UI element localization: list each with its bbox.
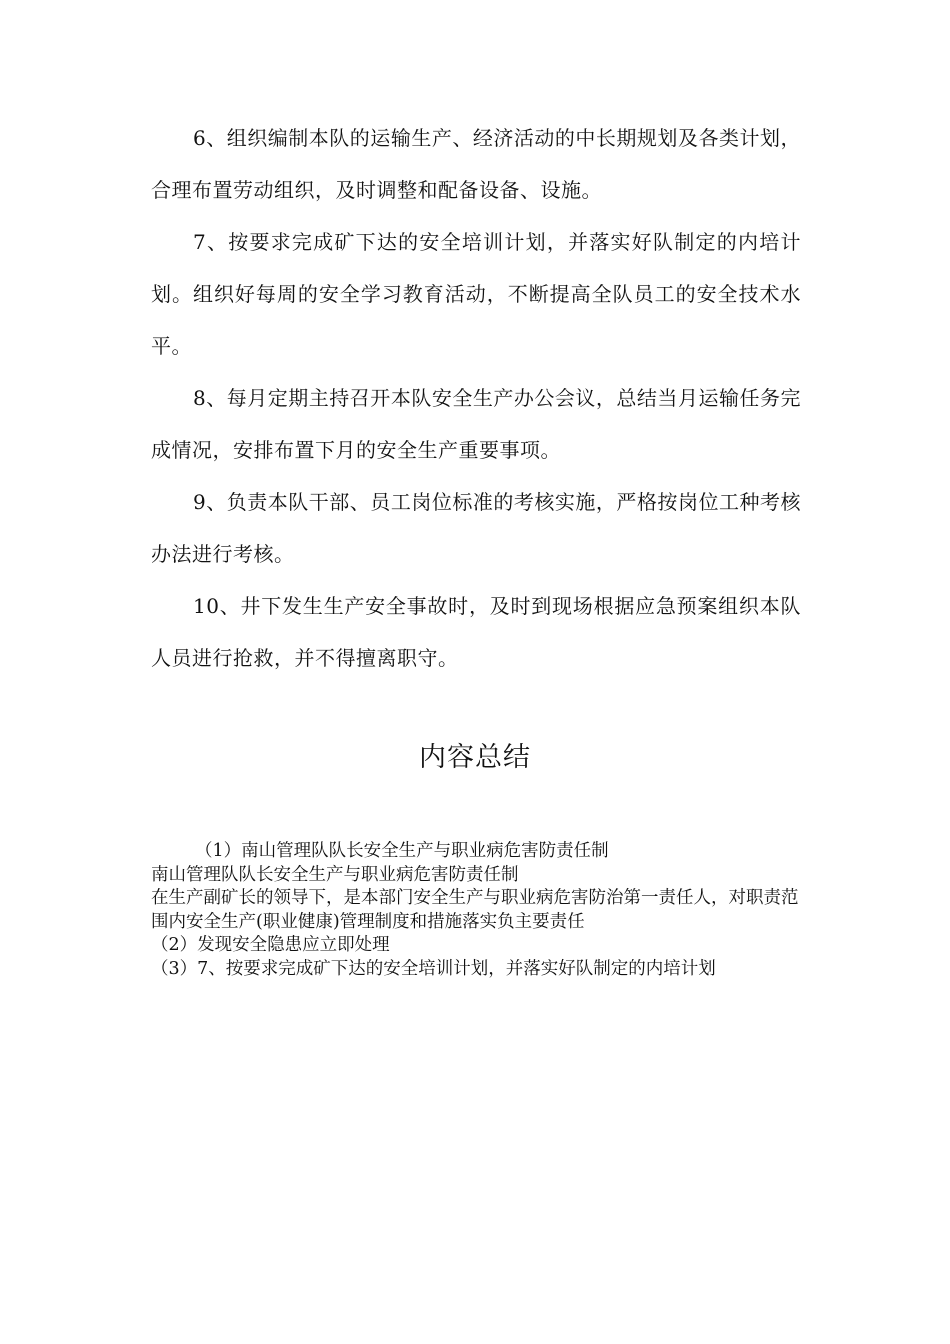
summary-section [151,840,801,981]
paragraph-item-7: 7、按要求完成矿下达的安全培训计划，并落实好队制定的内培计划。组织好每周的安全学习教育活动，不断提高全队员工的安全技术水平。 [151,230,801,358]
paragraph-item-8: 8、每月定期主持召开本队安全生产办公会议，总结当月运输任务完成情况，安排布置下月的安全生产重要事项。 [151,386,801,462]
summary-line-1: （1）南山管理队队长安全生产与职业病危害防责任制 [195,841,609,861]
summary-line-3: 在生产副矿长的领导下，是本部门安全生产与职业病危害防治第一责任人，对职责范围内安全生产(职业健康)管理制度和措施落实负主要责任 [151,888,799,932]
summary-line-2: 南山管理队队长安全生产与职业病危害防责任制 [151,864,519,885]
summary-line-4: （2）发现安全隐患应立即处理 [151,935,390,955]
responsibility-list [151,112,801,684]
summary-line-5: （3）7、按要求完成矿下达的安全培训计划，并落实好队制定的内培计划 [151,958,716,979]
summary-heading: 内容总结 [419,742,531,773]
paragraph-item-6: 6、组织编制本队的运输生产、经济活动的中长期规划及各类计划，合理布置劳动组织，及时调整和配备设备、设施。 [151,126,801,202]
paragraph-item-9: 9、负责本队干部、员工岗位标准的考核实施，严格按岗位工种考核办法进行考核。 [151,490,801,566]
paragraph-item-10: 10、井下发生生产安全事故时，及时到现场根据应急预案组织本队人员进行抢救，并不得擅离职守。 [151,594,801,670]
